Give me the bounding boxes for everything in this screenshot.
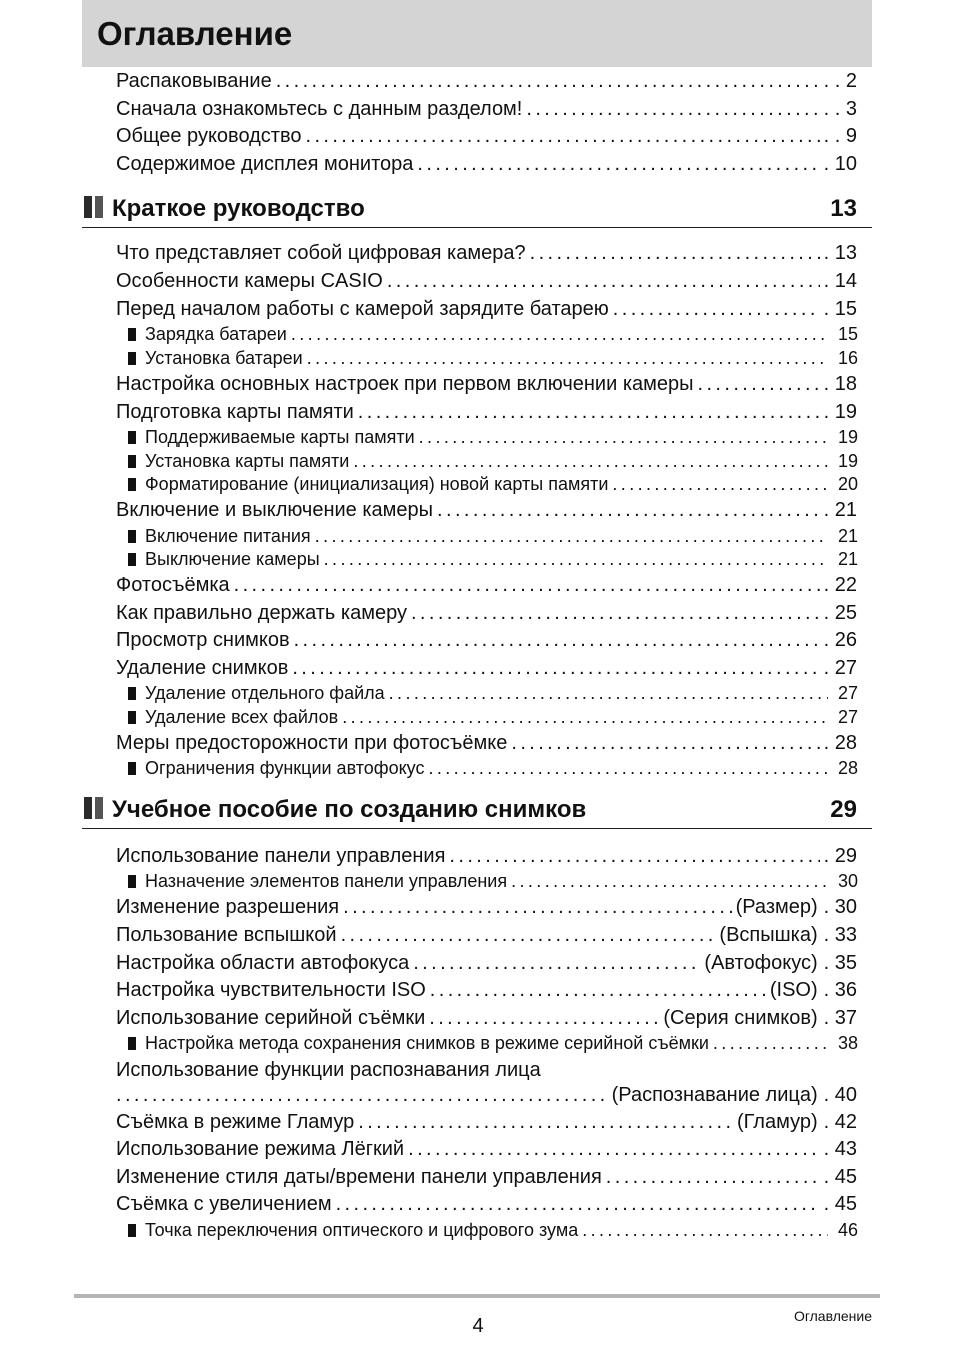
entry-label: Выключение камеры <box>145 549 320 569</box>
toc-entry[interactable] <box>116 296 857 322</box>
square-bullet-icon <box>128 875 136 888</box>
entry-page-number: . 43 <box>823 1138 857 1160</box>
entry-page-number: 20 <box>837 474 858 494</box>
dot-leader <box>411 600 820 626</box>
entry-page-number: . 42 <box>823 1111 857 1133</box>
entry-page-number: . 35 <box>823 952 857 974</box>
section-marker-icon <box>84 196 104 218</box>
toc-subentry[interactable] <box>128 706 858 729</box>
entry-page-number: . . 3 <box>823 98 857 120</box>
entry-label: Поддерживаемые карты памяти <box>145 427 415 447</box>
entry-label: Форматирование (инициализация) новой карты памяти <box>145 474 609 494</box>
entry-label: Точка переключения оптического и цифрового зума <box>145 1220 579 1240</box>
entry-label: Подготовка карты памяти <box>116 401 354 423</box>
entry-label: Включение питания <box>145 526 311 546</box>
entry-page-number: . 19 <box>823 401 857 423</box>
toc-entry[interactable] <box>116 240 857 266</box>
toc-entry[interactable] <box>116 399 857 425</box>
dot-leader <box>449 843 819 869</box>
toc-subentry[interactable] <box>128 323 858 346</box>
toc-entry[interactable] <box>116 572 857 598</box>
toc-entry[interactable] <box>116 497 857 523</box>
dot-leader <box>511 870 828 893</box>
entry-label: Особенности камеры CASIO <box>116 270 383 292</box>
entry-label: Удаление всех файлов <box>145 707 339 727</box>
entry-page-number: 19 <box>837 451 858 471</box>
entry-page-number: . 26 <box>823 629 857 651</box>
entry-page-number: . 30 <box>823 896 857 918</box>
dot-leader <box>307 347 828 370</box>
toc-entry[interactable] <box>116 123 857 149</box>
footer-label: Оглавление <box>793 1308 872 1324</box>
dot-leader <box>342 706 828 729</box>
square-bullet-icon <box>128 455 136 468</box>
section-title: Учебное пособие по созданию снимков <box>112 796 587 823</box>
entry-label: Настройка области автофокуса <box>116 952 410 974</box>
toc-subentry[interactable] <box>128 682 858 705</box>
entry-label: Фотосъёмка <box>116 574 230 596</box>
square-bullet-icon <box>128 352 136 365</box>
section-title: Краткое руководство <box>112 195 365 222</box>
dot-leader <box>389 682 828 705</box>
dot-leader <box>612 473 828 496</box>
toc-entry[interactable] <box>116 96 857 122</box>
dot-leader <box>606 1164 820 1190</box>
entry-label: Использование режима Лёгкий <box>116 1138 405 1160</box>
section-page-number: 13 <box>830 195 857 222</box>
entry-page-number: . 14 <box>823 270 857 292</box>
square-bullet-icon <box>128 1224 136 1237</box>
dot-leader <box>324 548 828 571</box>
toc-entry[interactable] <box>116 600 857 626</box>
toc-entry[interactable] <box>116 627 857 653</box>
entry-mode-tag: (Вспышка) <box>719 924 818 946</box>
entry-mode-tag: (Автофокус) <box>704 952 818 974</box>
square-bullet-icon <box>128 553 136 566</box>
entry-page-number: 46 <box>837 1220 858 1240</box>
toc-entry[interactable] <box>116 1164 857 1190</box>
dot-leader <box>511 730 819 756</box>
section-header[interactable] <box>82 793 872 829</box>
entry-page-number: 15 <box>837 324 858 344</box>
entry-label: Изменение стиля даты/времени панели управления <box>116 1166 602 1188</box>
toc-entry[interactable] <box>116 68 857 94</box>
toc-entry-continuation[interactable] <box>116 1082 857 1108</box>
entry-label: Использование панели управления <box>116 845 446 867</box>
dot-leader <box>530 240 820 266</box>
entry-label: Удаление снимков <box>116 657 289 679</box>
entry-label: Назначение элементов панели управления <box>145 871 508 891</box>
entry-page-number: . 21 <box>823 499 857 521</box>
dot-leader <box>417 151 819 177</box>
toc-entry[interactable] <box>116 655 857 681</box>
dot-leader <box>698 371 820 397</box>
section-header[interactable] <box>82 192 872 228</box>
dot-leader <box>294 627 820 653</box>
dot-leader <box>341 922 716 948</box>
dot-leader <box>713 1032 828 1055</box>
toc-subentry[interactable] <box>128 525 858 548</box>
square-bullet-icon <box>128 530 136 543</box>
toc-subentry[interactable] <box>128 450 858 473</box>
entry-page-number: . 36 <box>823 979 857 1001</box>
entry-label: Использование серийной съёмки <box>116 1007 426 1029</box>
square-bullet-icon <box>128 687 136 700</box>
toc-entry[interactable] <box>116 1191 857 1217</box>
toc-subentry[interactable] <box>128 548 858 571</box>
entry-label: Просмотр снимков <box>116 629 290 651</box>
dot-leader <box>613 296 820 322</box>
entry-page-number: . 28 <box>823 732 857 754</box>
dot-leader <box>276 68 820 94</box>
entry-page-number: 30 <box>837 871 858 891</box>
entry-label: Перед началом работы с камерой зарядите батарею <box>116 298 609 320</box>
toc-entry[interactable] <box>116 922 857 948</box>
dot-leader <box>336 1191 820 1217</box>
toc-entry[interactable] <box>116 1109 857 1135</box>
entry-page-number: 28 <box>837 758 858 778</box>
entry-page-number: . 45 <box>823 1166 857 1188</box>
entry-label: Распаковывание <box>116 70 272 92</box>
entry-page-number: 21 <box>837 549 858 569</box>
entry-page-number: . 25 <box>823 602 857 624</box>
toc-subentry[interactable] <box>128 426 858 449</box>
entry-mode-tag: (ISO) <box>769 979 818 1001</box>
entry-label: Настройка чувствительности ISO <box>116 979 426 1001</box>
square-bullet-icon <box>128 762 136 775</box>
square-bullet-icon <box>128 711 136 724</box>
entry-mode-tag: (Гламур) <box>736 1111 818 1133</box>
entry-label: Включение и выключение камеры <box>116 499 434 521</box>
entry-label: Использование функции распознавания лица <box>116 1059 541 1081</box>
toc-entry[interactable] <box>116 1005 857 1031</box>
entry-label: Как правильно держать камеру <box>116 602 407 624</box>
entry-page-number: . 37 <box>823 1007 857 1029</box>
entry-label: Общее руководство <box>116 125 302 147</box>
entry-label: Настройка метода сохранения снимков в режиме серийной съёмки <box>145 1033 709 1053</box>
section-page-number: 29 <box>830 796 857 823</box>
footer-divider <box>74 1294 880 1298</box>
square-bullet-icon <box>128 1037 136 1050</box>
entry-label: Установка батареи <box>145 348 303 368</box>
dot-leader <box>526 96 819 122</box>
dot-leader <box>291 323 828 346</box>
section-marker-icon <box>84 797 104 819</box>
dot-leader <box>353 450 828 473</box>
entry-page-number: 16 <box>837 348 858 368</box>
dot-leader <box>343 894 731 920</box>
dot-leader <box>234 572 820 598</box>
dot-leader <box>116 1082 608 1108</box>
entry-page-number: . 13 <box>823 242 857 264</box>
dot-leader <box>582 1219 828 1242</box>
entry-page-number: . 29 <box>823 845 857 867</box>
page-title: Оглавление <box>97 15 293 52</box>
dot-leader <box>428 757 828 780</box>
entry-page-number: . 18 <box>823 373 857 395</box>
entry-page-number: 27 <box>837 707 858 727</box>
entry-page-number: 21 <box>837 526 858 546</box>
dot-leader <box>419 426 828 449</box>
entry-mode-tag: (Распознавание лица) <box>611 1084 818 1106</box>
entry-page-number: . 40 <box>823 1084 857 1106</box>
toc-entry[interactable] <box>116 950 857 976</box>
entry-page-number: 27 <box>837 683 858 703</box>
dot-leader <box>315 525 828 548</box>
square-bullet-icon <box>128 431 136 444</box>
entry-label: Настройка основных настроек при первом включении камеры <box>116 373 694 395</box>
toc-entry[interactable] <box>116 1057 857 1083</box>
entry-page-number: . 27 <box>823 657 857 679</box>
entry-page-number: . 15 <box>823 298 857 320</box>
toc-entry[interactable] <box>116 730 857 756</box>
entry-mode-tag: (Серия снимков) <box>663 1007 818 1029</box>
entry-label: Сначала ознакомьтесь с данным разделом! <box>116 98 523 120</box>
dot-leader <box>437 497 820 523</box>
toc-entry[interactable] <box>116 1136 857 1162</box>
dot-leader <box>358 1109 733 1135</box>
entry-page-number: . 45 <box>823 1193 857 1215</box>
entry-label: Пользование вспышкой <box>116 924 337 946</box>
dot-leader <box>430 977 766 1003</box>
entry-page-number: 19 <box>837 427 858 447</box>
toc-entry[interactable] <box>116 371 857 397</box>
toc-entry[interactable] <box>116 151 857 177</box>
toc-entry[interactable] <box>116 268 857 294</box>
toc-entry[interactable] <box>116 977 857 1003</box>
entry-page-number: 38 <box>837 1033 858 1053</box>
entry-label: Содержимое дисплея монитора <box>116 153 414 175</box>
entry-label: Ограничения функции автофокус <box>145 758 425 778</box>
dot-leader <box>358 399 820 425</box>
dot-leader <box>408 1136 820 1162</box>
toc-entry[interactable] <box>116 894 857 920</box>
dot-leader <box>429 1005 659 1031</box>
dot-leader <box>305 123 819 149</box>
square-bullet-icon <box>128 328 136 341</box>
entry-label: Что представляет собой цифровая камера? <box>116 242 526 264</box>
entry-label: Съёмка в режиме Гламур <box>116 1111 355 1133</box>
dot-leader <box>387 268 820 294</box>
dot-leader <box>292 655 819 681</box>
entry-page-number: . 33 <box>823 924 857 946</box>
toc-subentry[interactable] <box>128 1219 858 1242</box>
entry-label: Меры предосторожности при фотосъёмке <box>116 732 508 754</box>
toc-subentry[interactable] <box>128 347 858 370</box>
toc-subentry[interactable] <box>128 870 858 893</box>
entry-mode-tag: (Размер) <box>735 896 818 918</box>
entry-label: Удаление отдельного файла <box>145 683 385 703</box>
entry-label: Изменение разрешения <box>116 896 340 918</box>
toc-subentry[interactable] <box>128 1032 858 1055</box>
footer-page-number: 4 <box>472 1315 484 1337</box>
entry-page-number: . . 2 <box>823 70 857 92</box>
square-bullet-icon <box>128 478 136 491</box>
toc-entry[interactable] <box>116 843 857 869</box>
toc-subentry[interactable] <box>128 757 858 780</box>
toc-subentry[interactable] <box>128 473 858 496</box>
entry-page-number: . 22 <box>823 574 857 596</box>
entry-label: Зарядка батареи <box>145 324 287 344</box>
entry-page-number: . . 9 <box>823 125 857 147</box>
entry-label: Установка карты памяти <box>145 451 350 471</box>
entry-label: Съёмка с увеличением <box>116 1193 332 1215</box>
entry-page-number: . 10 <box>823 153 857 175</box>
dot-leader <box>413 950 700 976</box>
